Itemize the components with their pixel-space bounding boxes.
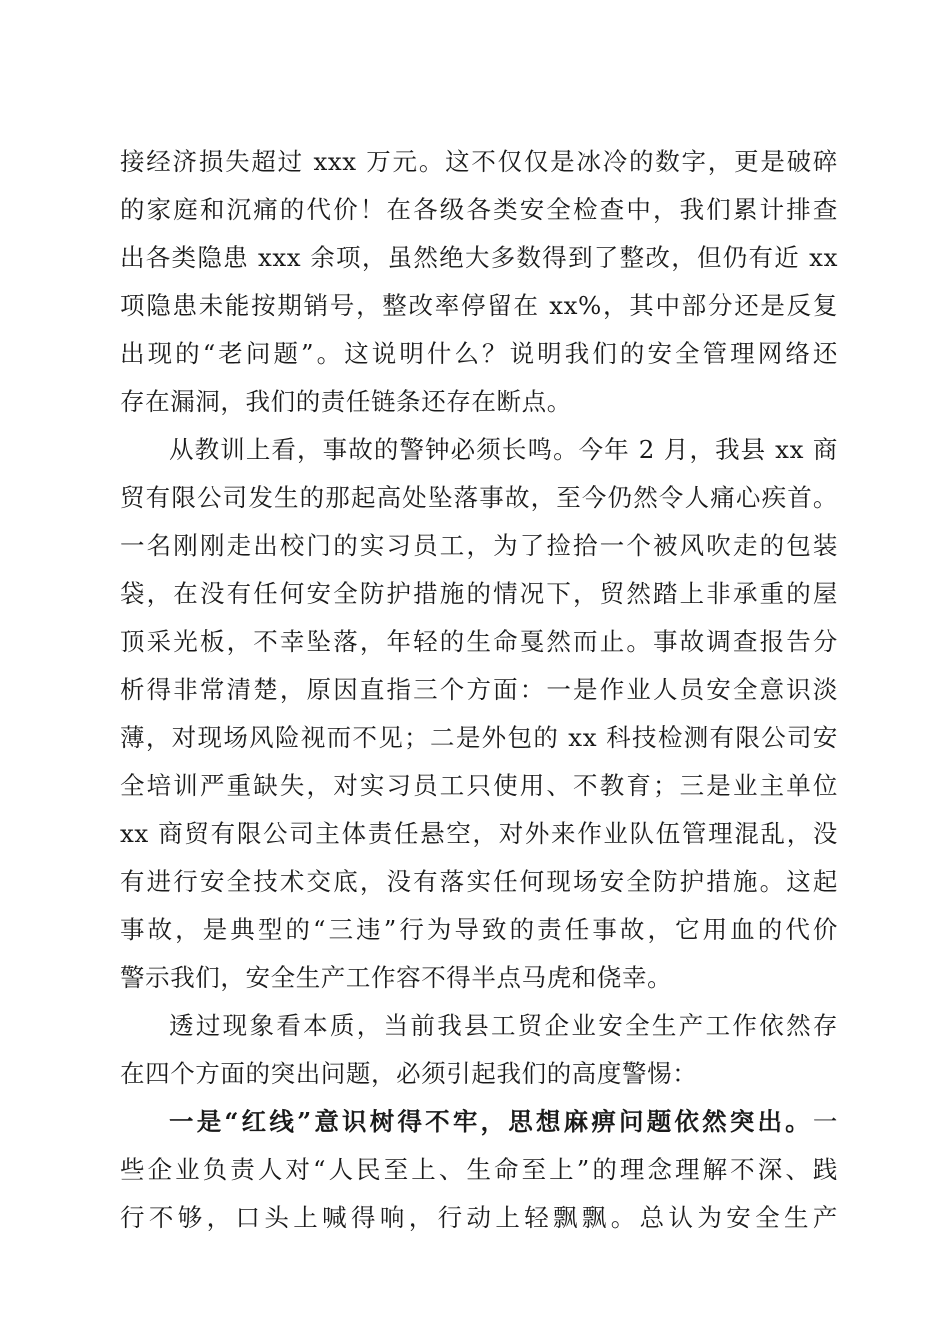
paragraph-2-line-2: 贸有限公司发生的那起高处坠落事故，至今仍然令人痛心疾首。 [120,483,838,512]
paragraph-2-line-3: 一名刚刚走出校门的实习员工，为了捡拾一个被风吹走的包装 [120,531,838,560]
paragraph-4-line-2: 些企业负责人对“人民至上、生命至上”的理念理解不深、践 [120,1155,838,1184]
paragraph-1-line-4: 项隐患未能按期销号，整改率停留在 xx%，其中部分还是反复 [120,291,838,320]
paragraph-2-line-9: xx 商贸有限公司主体责任悬空，对外来作业队伍管理混乱，没 [120,819,838,848]
paragraph-1-line-6: 存在漏洞，我们的责任链条还存在断点。 [120,387,572,416]
paragraph-1-line-1: 接经济损失超过 xxx 万元。这不仅仅是冰冷的数字，更是破碎 [120,147,838,176]
paragraph-1-line-2: 的家庭和沉痛的代价！在各级各类安全检查中，我们累计排查 [120,195,838,224]
paragraph-3-line-2: 在四个方面的突出问题，必须引起我们的高度警惕： [120,1059,698,1088]
paragraph-2-line-11: 事故，是典型的“三违”行为导致的责任事故，它用血的代价 [120,915,838,944]
paragraph-1-line-3: 出各类隐患 xxx 余项，虽然绝大多数得到了整改，但仍有近 xx [120,243,838,272]
paragraph-2-line-8: 全培训严重缺失，对实习员工只使用、不教育；三是业主单位 [120,771,838,800]
paragraph-4-line-3: 行不够，口头上喊得响，行动上轻飘飘。总认为安全生产 [120,1203,838,1232]
paragraph-2-line-4: 袋，在没有任何安全防护措施的情况下，贸然踏上非承重的屋 [120,579,838,608]
paragraph-4-line-1 [169,1102,838,1142]
paragraph-4-first-line-rest: 一 [812,1107,838,1136]
paragraph-2-line-5: 顶采光板，不幸坠落，年轻的生命戛然而止。事故调查报告分 [120,627,838,656]
paragraph-2-line-12: 警示我们，安全生产工作容不得半点马虎和侥幸。 [120,963,673,992]
paragraph-3-line-1: 透过现象看本质，当前我县工贸企业安全生产工作依然存 [169,1011,838,1040]
paragraph-2-line-6: 析得非常清楚，原因直指三个方面：一是作业人员安全意识淡 [120,675,838,704]
paragraph-2-line-1: 从教训上看，事故的警钟必须长鸣。今年 2 月，我县 xx 商 [169,435,838,464]
paragraph-1-line-5: 出现的“老问题”。这说明什么？说明我们的安全管理网络还 [120,339,838,368]
paragraph-2-line-7: 薄，对现场风险视而不见；二是外包的 xx 科技检测有限公司安 [120,723,838,752]
paragraph-2-line-10: 有进行安全技术交底，没有落实任何现场安全防护措施。这起 [120,867,838,896]
paragraph-4-bold-lead: 一是“红线”意识树得不牢，思想麻痹问题依然突出。 [169,1107,813,1136]
